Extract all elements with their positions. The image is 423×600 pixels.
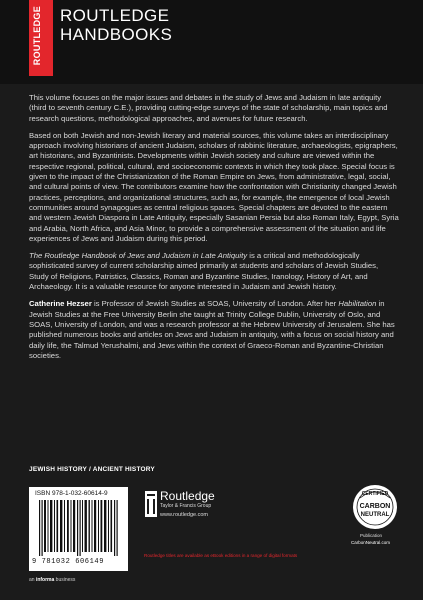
author-bio-a: is Professor of Jewish Studies at SOAS, University of London. After her [91,299,339,309]
author-name: Catherine Hezser [29,299,92,309]
routledge-tower-icon [144,491,158,517]
informa-suffix: business [54,577,76,583]
publisher-url[interactable]: www.routledge.com [160,512,208,518]
series-title-line-1: ROUTLEDGE [60,6,170,25]
habilitation-word: Habilitation [338,299,377,309]
informa-brand: informa [35,577,55,583]
back-cover-text [29,93,399,368]
barcode-digits: 9 781032 606149 [32,558,105,566]
author-bio-b: in Jewish Studies at the Free University Berlin she taught at Trinity College Dublin, University of Oslo, and SOAS, University of London, and was a research professor at the Hebrew University of Jerusalem. She has published numerous books and articles on Jews and Judaism in antiquity, with a focus on social history and daily life, the Talmud Yerushalmi, and Jews within the context of Graeco-Roman and Byzantine-Christian societies. [29,299,395,360]
publisher-name: Routledge [160,489,215,503]
subject-line: JEWISH HISTORY / ANCIENT HISTORY [29,466,155,473]
paragraph-3-text: is a critical and methodologically sophisticated survey of current scholarship aimed primarily at students and scholars of Jewish Studies, Study of Religions, Patristics, Classics, Roman and Byzantine Studies, Iranology, History of Art, and Archaeology. It is a valuable resource for anyone interested in Judaism and Jewish history. [29,251,379,292]
carbon-neutral-url[interactable]: CarbonNeutral.com [351,540,391,545]
series-title [60,6,172,44]
barcode [29,487,128,571]
book-title: The Routledge Handbook of Jews and Judaism in Late Antiquity [29,251,248,261]
ebook-note: Routledge titles are available as eBook editions in a range of digital formats [144,553,298,558]
informa-prefix: an [29,577,36,583]
paragraph-2: Based on both Jewish and non-Jewish literary and material sources, this volume takes an interdisciplinary approach involving historians of ancient Judaism, scholars of rabbinic literature, archaeologists, epigraphers, art historians, and Byzantinists. Developments within Jewish society and culture are viewed within the respective regional, political, cultural, and socioeconomic contexts in which they took place. Special focus is given to the impact of the Christianization of the Roman Empire on Jews, from administrative, legal, social, and cultural points of view. The contributors examine how the confrontation with Christianity changed Jewish practices, perceptions, and organizational structures, such as, for example, the emergence of local Jewish communities around synagogues as central religious spaces. Special chapters are devoted to the eastern and western Jewish Diaspora in Late Antiquity, especially Sasanian Persia but also Roman Italy, Egypt, Syria and Arabia, North Africa, and Asia Minor, to provide a comprehensive assessment of the situation and life experiences of Jews and Judaism during this period. [29,130,399,243]
publisher-group: Taylor & Francis Group [160,503,212,509]
seal-mid-2: NEUTRAL [360,512,390,518]
seal-mid-1: CARBON [359,503,391,510]
routledge-logo-tab [29,0,53,76]
barcode-bars [39,500,119,556]
author-bio [29,299,399,361]
logo-vertical-text: ROUTLEDGE [32,6,42,66]
series-title-line-2: HANDBOOKS [60,25,173,44]
informa-business [29,577,75,583]
seal-top-text: CERTIFIED [361,491,389,497]
isbn-label: ISBN 978-1-032-60614-9 [35,490,108,497]
paragraph-3 [29,251,399,292]
publication-label: Publication [360,533,383,538]
paragraph-1: This volume focuses on the major issues and debates in the study of Jews and Judaism in late antiquity (third to seventh century C.E.), providing cutting-edge surveys of the state of scholarship, main topics and research questions, methodological approaches, and avenues for future research. [29,93,388,123]
carbon-neutral-seal-icon [352,484,398,530]
